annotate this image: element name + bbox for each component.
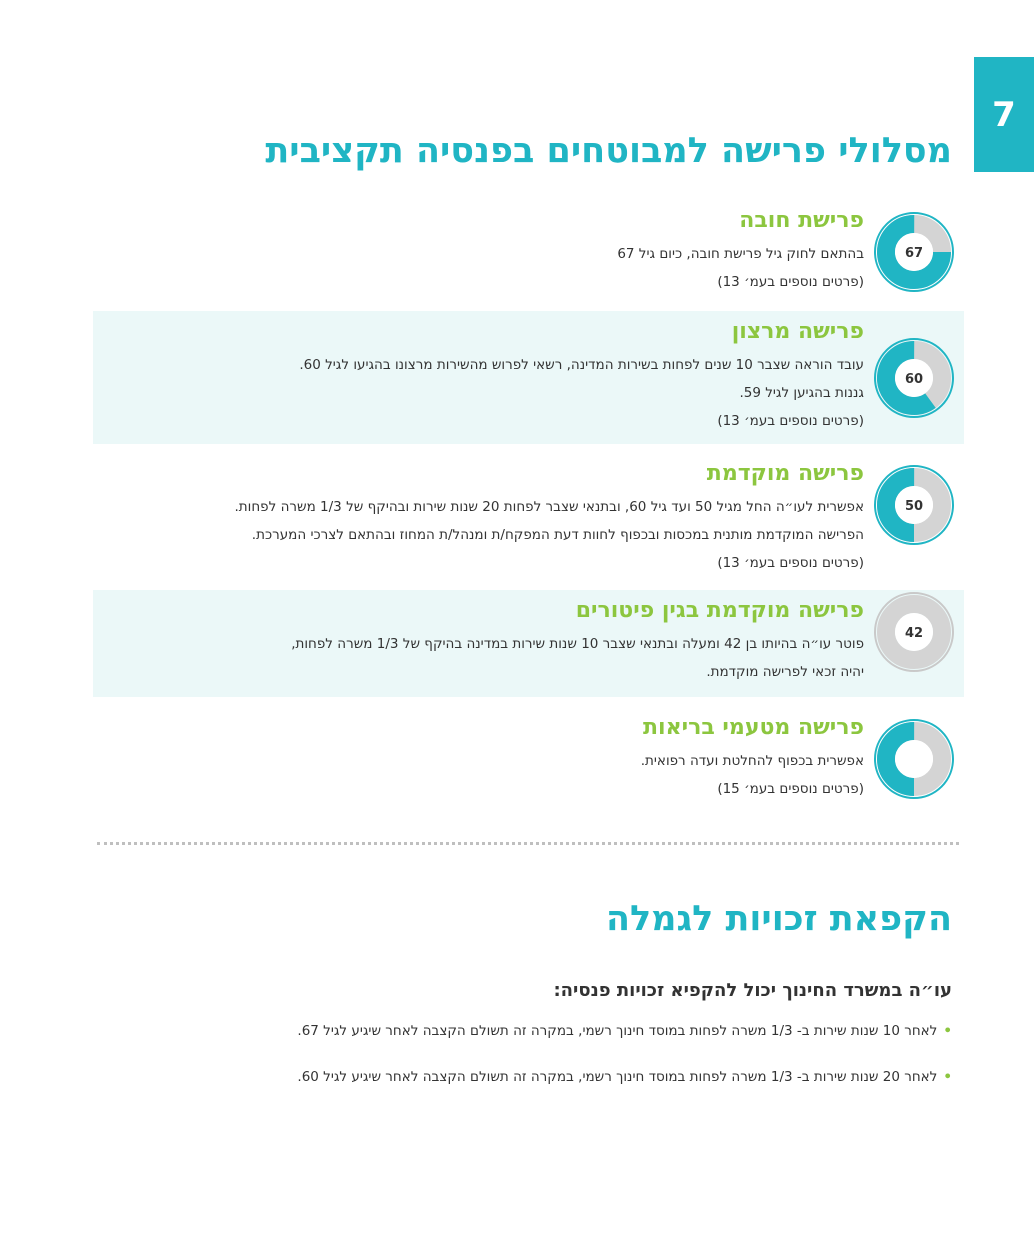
list-item [102, 1064, 952, 1090]
section-subtitle: עו״ה במשרד החינוך יכול להקפיא זכויות פנסיה: [553, 980, 952, 1001]
route-title: פרישה מוקדמת בגין פיטורים [575, 598, 864, 623]
ring-age-label: 67 [904, 246, 924, 261]
bullet-text: לאחר 20 שנות שירות ב- 1/3 משרה לפחות במוסד חינוך רשמי, במקרה זה תשולם הקצבה לאחר שיגיע לגיל 60. [297, 1069, 938, 1085]
route-reference: (פרטים נוספים בעמ׳ 15) [717, 781, 864, 797]
route-text: יהיה זכאי לפרישה מוקדמת. [706, 664, 864, 680]
route-text: הפרישה המוקדמת מותנית במכסות ובכפוף לחוות דעת המפקח/ת ומנהל/ת המחוז ובהתאם לצרכי המערכת. [251, 527, 864, 543]
bullet-text: לאחר 10 שנות שירות ב- 1/3 משרה לפחות במוסד חינוך רשמי, במקרה זה תשולם הקצבה לאחר שיגיע לגיל 67. [297, 1023, 938, 1039]
bullet-icon: • [943, 1069, 952, 1085]
route-item-voluntary [93, 311, 964, 444]
route-text: עובד הוראה שצבר 10 שנים לפחות בשירות המדינה, רשאי לפרוש מהשירות מרצונו בהגיעו לגיל 60. [299, 357, 864, 373]
ring-age-label: 60 [904, 372, 924, 387]
list-item [102, 1018, 952, 1044]
route-text: בהתאם לחוק גיל פרישת חובה, כיום גיל 67 [617, 246, 864, 262]
route-item-dismissal [93, 590, 964, 697]
ring-age-label: 42 [904, 626, 924, 641]
route-text: אפשרית לעו״ה החל מגיל 50 ועד גיל 60, ובתנאי שצבר לפחות 20 שנות שירות ובהיקף של 1/3 משרה לפחות. [234, 499, 864, 515]
route-title: פרישה מוקדמת [706, 461, 864, 486]
section-title: הקפאת זכויות לגמלה [605, 899, 952, 939]
dotted-divider [97, 842, 959, 845]
route-text: גננות בהגיען לגיל 59. [739, 385, 864, 401]
age-ring-icon [874, 338, 954, 418]
bullet-icon: • [943, 1023, 952, 1039]
age-ring-icon [874, 592, 954, 672]
route-title: פרישה מטעמי בריאות [643, 715, 864, 740]
age-ring-icon [874, 465, 954, 545]
route-text: פוטר עו״ה בהיותו בן 42 ומעלה ובתנאי שצבר 10 שנות שירות במדינה בהיקף של 1/3 משרה לפחות, [291, 636, 864, 652]
page-number: 7 [992, 94, 1016, 135]
route-title: פרישת חובה [739, 208, 864, 233]
age-ring-icon [874, 212, 954, 292]
bullet-list [102, 1018, 952, 1110]
route-text: אפשרית בכפוף להחלטת ועדה רפואית. [640, 753, 864, 769]
route-title: פרישה מרצון [731, 319, 864, 344]
route-reference: (פרטים נוספים בעמ׳ 13) [717, 555, 864, 571]
ring-age-label: 50 [904, 499, 924, 514]
route-item-early [93, 453, 964, 585]
route-reference: (פרטים נוספים בעמ׳ 13) [717, 413, 864, 429]
age-ring-icon [874, 719, 954, 799]
page-number-tab [974, 57, 1034, 172]
route-reference: (פרטים נוספים בעמ׳ 13) [717, 274, 864, 290]
page-title: מסלולי פרישה למבוטחים בפנסיה תקציבית [265, 131, 952, 171]
route-item-health [93, 707, 964, 807]
